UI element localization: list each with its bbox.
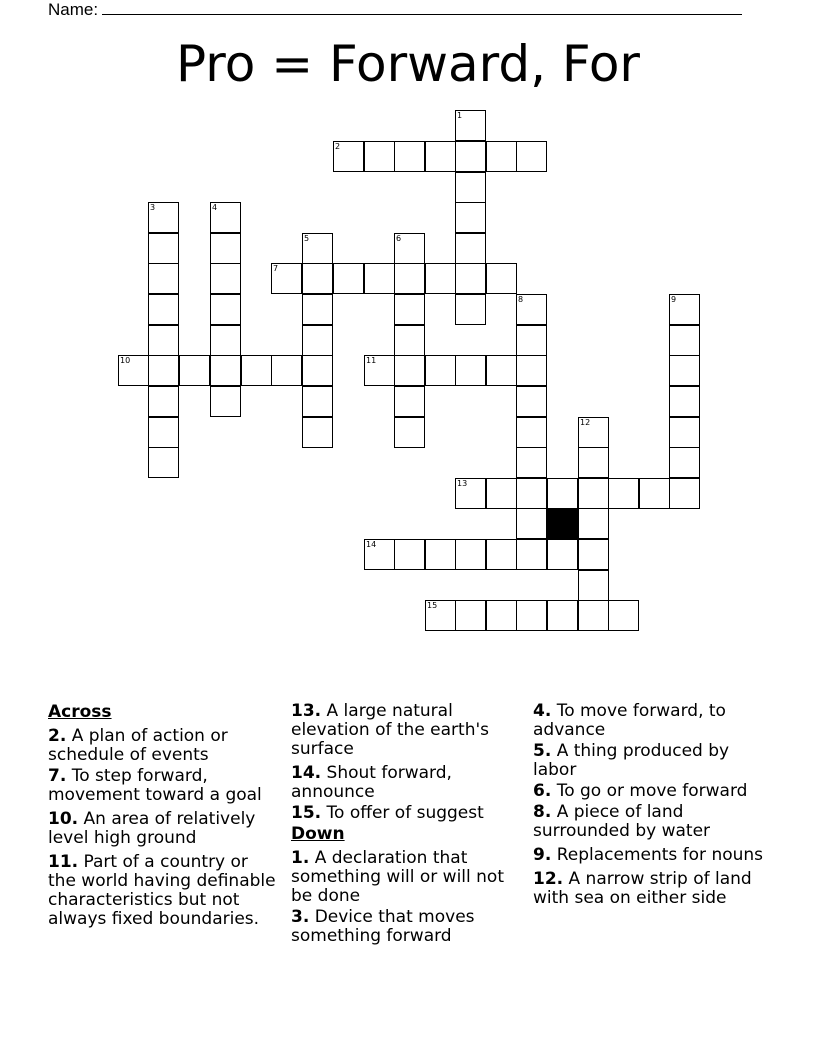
grid-cell[interactable] xyxy=(302,263,333,294)
grid-cell[interactable] xyxy=(516,325,547,356)
grid-cell[interactable] xyxy=(578,539,609,570)
grid-cell[interactable] xyxy=(148,202,179,233)
cell-number: 3 xyxy=(150,203,156,212)
clue-number: 7. xyxy=(48,766,67,786)
grid-cell[interactable] xyxy=(394,355,425,386)
grid-cell[interactable] xyxy=(394,325,425,356)
clue-number: 4. xyxy=(533,701,552,721)
clue-text: To step forward, movement toward a goal xyxy=(48,766,262,805)
grid-cell[interactable] xyxy=(210,294,241,325)
grid-cell[interactable] xyxy=(516,355,547,386)
cell-number: 1 xyxy=(457,111,463,120)
grid-cell[interactable] xyxy=(578,447,609,478)
grid-cell[interactable] xyxy=(148,355,179,386)
grid-cell[interactable] xyxy=(394,141,425,172)
grid-cell[interactable] xyxy=(578,570,609,601)
clue-text: To move forward, to advance xyxy=(533,701,726,740)
clue-down-12 xyxy=(533,870,765,908)
cell-number: 7 xyxy=(273,264,279,273)
grid-cell[interactable] xyxy=(639,478,670,509)
grid-cell[interactable] xyxy=(455,172,486,203)
grid-cell[interactable] xyxy=(364,539,395,570)
grid-cell[interactable] xyxy=(669,325,700,356)
clue-text: To offer of suggest xyxy=(321,803,484,823)
grid-cell[interactable] xyxy=(394,233,425,264)
clue-across-11 xyxy=(48,853,280,929)
grid-cell[interactable] xyxy=(669,294,700,325)
clue-number: 14. xyxy=(291,763,322,783)
grid-cell[interactable] xyxy=(241,355,272,386)
grid-cell[interactable] xyxy=(455,263,486,294)
grid-cell[interactable] xyxy=(148,263,179,294)
clue-text: Shout forward, announce xyxy=(291,763,452,802)
grid-cell[interactable] xyxy=(394,263,425,294)
clue-down-4 xyxy=(533,702,765,740)
grid-cell[interactable] xyxy=(302,355,333,386)
grid-cell[interactable] xyxy=(516,141,547,172)
clue-text: An area of relatively level high ground xyxy=(48,809,256,848)
grid-cell[interactable] xyxy=(148,325,179,356)
grid-cell[interactable] xyxy=(302,325,333,356)
clue-across-10 xyxy=(48,810,280,848)
grid-cell[interactable] xyxy=(486,478,517,509)
grid-cell[interactable] xyxy=(148,294,179,325)
clue-number: 5. xyxy=(533,741,552,761)
clue-text: A thing produced by labor xyxy=(533,741,730,780)
clue-text: A declaration that something will or will not be done xyxy=(291,848,504,906)
grid-cell[interactable] xyxy=(210,263,241,294)
grid-cell[interactable] xyxy=(578,417,609,448)
cell-number: 8 xyxy=(518,295,524,304)
grid-cell[interactable] xyxy=(394,417,425,448)
grid-cell[interactable] xyxy=(210,233,241,264)
grid-cell[interactable] xyxy=(394,294,425,325)
cell-number: 5 xyxy=(304,234,310,243)
cell-number: 14 xyxy=(366,540,377,549)
black-cell xyxy=(547,508,578,539)
cell-number: 2 xyxy=(335,142,341,151)
cell-number: 13 xyxy=(457,479,468,488)
grid-cell[interactable] xyxy=(516,478,547,509)
grid-cell[interactable] xyxy=(148,233,179,264)
clue-across-2 xyxy=(48,727,280,765)
grid-cell[interactable] xyxy=(302,417,333,448)
clue-down-5 xyxy=(533,742,765,780)
grid-cell[interactable] xyxy=(455,355,486,386)
clue-number: 10. xyxy=(48,809,79,829)
grid-cell[interactable] xyxy=(210,386,241,417)
grid-cell[interactable] xyxy=(578,508,609,539)
grid-cell[interactable] xyxy=(455,141,486,172)
clue-down-1 xyxy=(291,849,523,906)
clue-text: A narrow strip of land with sea on either side xyxy=(533,869,752,908)
grid-cell[interactable] xyxy=(516,447,547,478)
grid-cell[interactable] xyxy=(608,478,639,509)
clue-across-15 xyxy=(291,804,523,823)
cell-number: 15 xyxy=(427,601,438,610)
name-label: Name: xyxy=(48,0,99,19)
clue-text: A large natural elevation of the earth's surface xyxy=(291,701,490,759)
grid-cell[interactable] xyxy=(394,539,425,570)
clue-number: 6. xyxy=(533,781,552,801)
clue-text: A piece of land surrounded by water xyxy=(533,802,711,841)
clue-text: Device that moves something forward xyxy=(291,907,475,946)
clue-column-3 xyxy=(533,702,765,910)
grid-cell[interactable] xyxy=(516,386,547,417)
grid-cell[interactable] xyxy=(425,355,456,386)
grid-cell[interactable] xyxy=(455,539,486,570)
grid-cell[interactable] xyxy=(333,141,364,172)
clue-number: 9. xyxy=(533,845,552,865)
grid-cell[interactable] xyxy=(179,355,210,386)
grid-cell[interactable] xyxy=(271,355,302,386)
grid-cell[interactable] xyxy=(455,600,486,631)
grid-cell[interactable] xyxy=(669,355,700,386)
clue-down-6 xyxy=(533,782,765,801)
clue-across-14 xyxy=(291,764,523,802)
grid-cell[interactable] xyxy=(547,600,578,631)
cell-number: 11 xyxy=(366,356,377,365)
grid-cell[interactable] xyxy=(210,355,241,386)
clue-down-9 xyxy=(533,846,765,865)
grid-cell[interactable] xyxy=(210,202,241,233)
grid-cell[interactable] xyxy=(516,508,547,539)
grid-cell[interactable] xyxy=(455,110,486,141)
grid-cell[interactable] xyxy=(302,233,333,264)
grid-cell[interactable] xyxy=(394,386,425,417)
grid-cell[interactable] xyxy=(425,263,456,294)
clue-down-3 xyxy=(291,908,523,946)
down-heading: Down xyxy=(291,824,345,844)
grid-cell[interactable] xyxy=(547,478,578,509)
grid-cell[interactable] xyxy=(364,263,395,294)
cell-number: 10 xyxy=(120,356,131,365)
grid-cell[interactable] xyxy=(516,539,547,570)
clue-column-2 xyxy=(291,702,523,948)
grid-cell[interactable] xyxy=(547,539,578,570)
clue-across-13 xyxy=(291,702,523,759)
grid-cell[interactable] xyxy=(148,386,179,417)
grid-cell[interactable] xyxy=(486,263,517,294)
grid-cell[interactable] xyxy=(516,600,547,631)
grid-cell[interactable] xyxy=(302,294,333,325)
cell-number: 6 xyxy=(396,234,402,243)
page-title: Pro = Forward, For xyxy=(176,35,640,93)
clue-number: 15. xyxy=(291,803,322,823)
grid-cell[interactable] xyxy=(210,325,241,356)
clue-number: 2. xyxy=(48,726,67,746)
clue-text: To go or move forward xyxy=(551,781,748,801)
grid-cell[interactable] xyxy=(118,355,149,386)
grid-cell[interactable] xyxy=(455,202,486,233)
clue-number: 8. xyxy=(533,802,552,822)
grid-cell[interactable] xyxy=(486,355,517,386)
grid-cell[interactable] xyxy=(455,233,486,264)
clue-number: 13. xyxy=(291,701,322,721)
grid-cell[interactable] xyxy=(608,600,639,631)
clue-number: 1. xyxy=(291,848,310,868)
grid-cell[interactable] xyxy=(486,539,517,570)
grid-cell[interactable] xyxy=(455,478,486,509)
clue-number: 3. xyxy=(291,907,310,927)
clue-column-1 xyxy=(48,702,280,931)
clue-down-8 xyxy=(533,803,765,841)
grid-cell[interactable] xyxy=(148,447,179,478)
clue-number: 11. xyxy=(48,852,79,872)
grid-cell[interactable] xyxy=(516,294,547,325)
grid-cell[interactable] xyxy=(669,478,700,509)
grid-cell[interactable] xyxy=(302,386,333,417)
clue-text: A plan of action or schedule of events xyxy=(48,726,228,765)
grid-cell[interactable] xyxy=(148,417,179,448)
grid-cell[interactable] xyxy=(333,263,364,294)
grid-cell[interactable] xyxy=(669,447,700,478)
across-heading: Across xyxy=(48,702,112,722)
grid-cell[interactable] xyxy=(425,539,456,570)
grid-cell[interactable] xyxy=(486,600,517,631)
clue-number: 12. xyxy=(533,869,564,889)
grid-cell[interactable] xyxy=(425,600,456,631)
grid-cell[interactable] xyxy=(578,600,609,631)
grid-cell[interactable] xyxy=(578,478,609,509)
grid-cell[interactable] xyxy=(486,141,517,172)
grid-cell[interactable] xyxy=(364,141,395,172)
grid-cell[interactable] xyxy=(455,294,486,325)
grid-cell[interactable] xyxy=(271,263,302,294)
cell-number: 4 xyxy=(212,203,218,212)
grid-cell[interactable] xyxy=(364,355,395,386)
clue-text: Part of a country or the world having definable characteristics but not always fixed boundaries. xyxy=(48,852,276,929)
grid-cell[interactable] xyxy=(669,386,700,417)
cell-number: 9 xyxy=(671,295,677,304)
grid-cell[interactable] xyxy=(669,417,700,448)
grid-cell[interactable] xyxy=(425,141,456,172)
clue-text: Replacements for nouns xyxy=(551,845,764,865)
clue-across-7 xyxy=(48,767,280,805)
grid-cell[interactable] xyxy=(516,417,547,448)
cell-number: 12 xyxy=(580,418,591,427)
